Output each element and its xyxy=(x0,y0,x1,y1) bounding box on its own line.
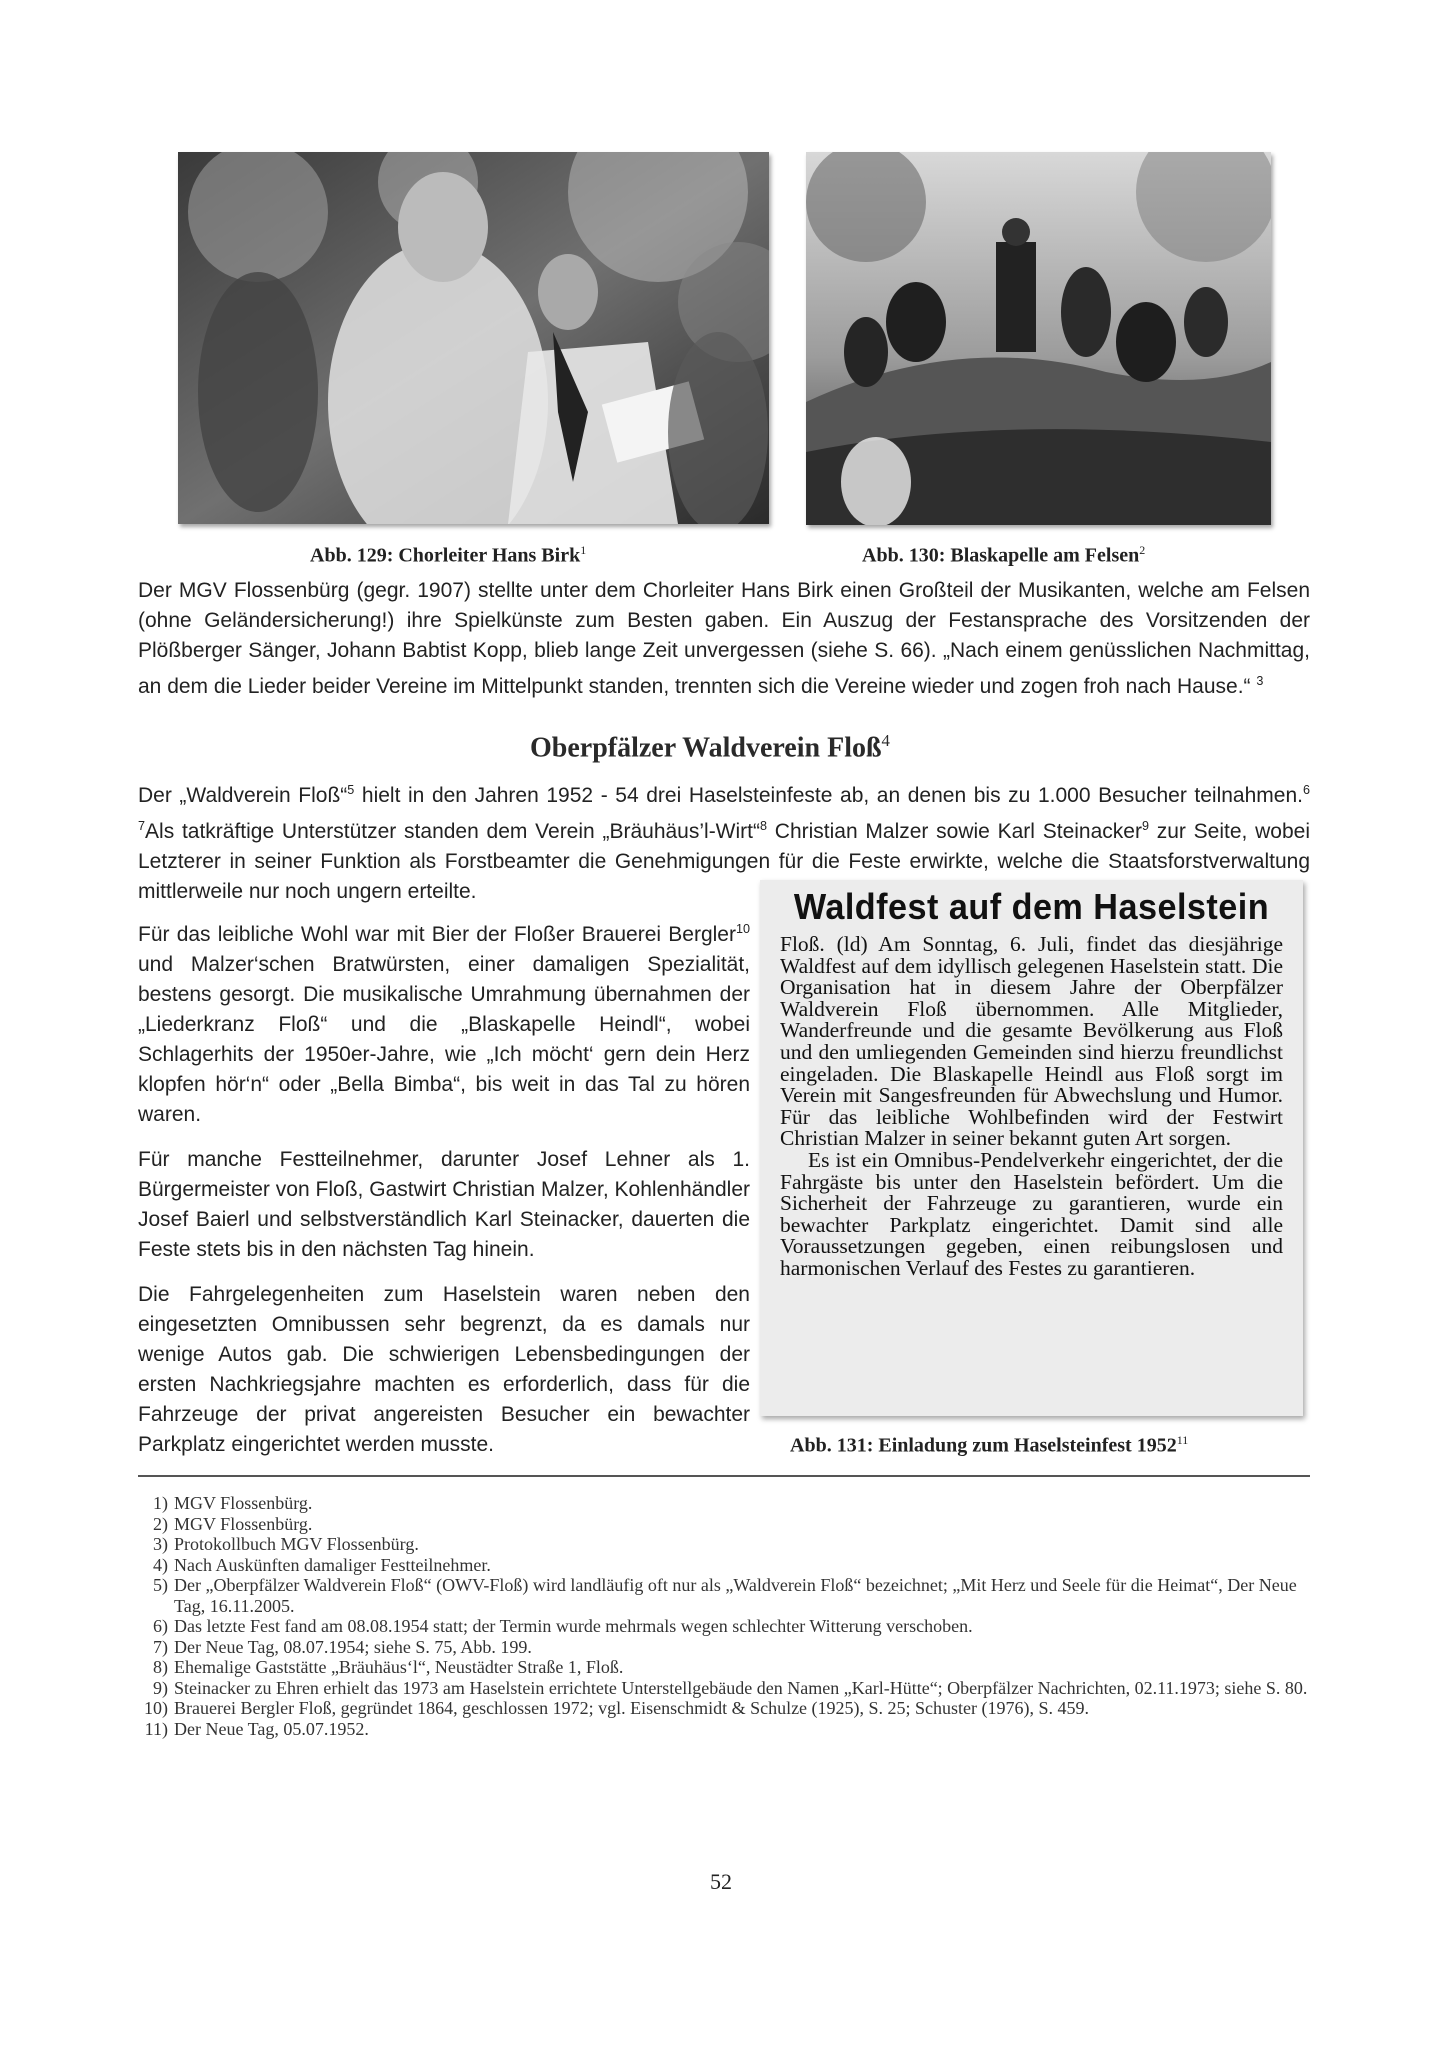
clipping-body xyxy=(760,934,1303,1280)
footnote-text: Brauerei Bergler Floß, gegründet 1864, geschlossen 1972; vgl. Eisenschmidt & Schulze (1925), S. 25; Schuster (1976), S. 459. xyxy=(174,1698,1090,1718)
newspaper-clipping xyxy=(760,880,1303,1416)
intro-text: Der MGV Flossenbürg (gegr. 1907) stellte unter dem Chorleiter Hans Birk einen Großteil der Musikanten, welche am Felsen (ohne Geländersicherung!) ihre Spielkünste zum Besten gaben. Ein Auszug der Festansprache des Vorsitzenden der Plößberger Sänger, Johann Babtist Kopp, blieb lange Zeit unvergessen (siehe S. 66). „Nach einem genüsslichen Nachmittag, an dem die Lieder beider Vereine im Mittelpunkt standen, trennten sich die Vereine wieder und zogen froh nach Hause.“ xyxy=(138,579,1310,698)
clipping-paragraph-1: Floß. (ld) Am Sonntag, 6. Juli, findet das diesjährige Waldfest auf dem idyllisch gelegenen Haselstein statt. Die Organisation hat in diesem Jahre der Oberpfälzer Waldverein Floß übernommen. Alle Mitglieder, Wanderfreunde und die gesamte Bevölkerung aus Floß und den umliegenden Gemeinden sind hierzu freundlichst eingeladen. Die Blaskapelle Heindl aus Floß sorgt im Verein mit Sangesfreunden für Abwechslung und Humor. Für das leibliche Wohlbefinden wird der Festwirt Christian Malzer in seiner bekannt guten Art sorgen. xyxy=(780,932,1283,1151)
left-p1-text-1: Für das leibliche Wohl war mit Bier der Floßer Brauerei Bergler xyxy=(138,923,736,946)
left-column-paragraph-2: Für manche Festteilnehmer, darunter Josef Lehner als 1. Bürgermeister von Floß, Gastwirt Christian Malzer, Kohlenhändler Josef Baierl und selbstverständlich Karl Steinacker, dauerten die Feste stets bis in den nächsten Tag hinein. xyxy=(138,1148,750,1261)
left-p1-text-2: und Malzer‘schen Bratwürsten, einer damaligen Spezialität, bestens gesorgt. Die musikalische Umrahmung übernahmen der „Liederkranz Floß“ und die „Blaskapelle Heindl“, wobei Schlagerhits der 1950er-Jahre, wie „Ich möcht‘ gern dein Herz klopfen hör‘n“ oder „Bella Bimba“, bis weit in das Tal zu hören waren. xyxy=(138,953,750,1126)
footnote-text: Nach Auskünften damaliger Festteilnehmer. xyxy=(174,1554,491,1575)
caption-fig-129 xyxy=(310,543,586,568)
footnote-6 xyxy=(138,1616,1310,1637)
section-text-3: Als tatkräftige Unterstützer standen dem Verein „Bräuhäus’l-Wirt“ xyxy=(145,820,760,843)
section-ref-4: 9 xyxy=(1141,819,1149,833)
footnote-2 xyxy=(138,1514,1310,1535)
left-column xyxy=(138,914,750,1460)
intro-paragraph-text xyxy=(138,576,1310,702)
footnote-9 xyxy=(138,1678,1310,1699)
section-heading xyxy=(530,731,890,764)
footnote-number: 4) xyxy=(153,1554,168,1575)
footnote-number: 3) xyxy=(153,1534,168,1554)
footnote-text: Ehemalige Gaststätte „Bräuhäus‘l“, Neustädter Straße 1, Floß. xyxy=(174,1657,624,1677)
footnote-4 xyxy=(138,1555,1310,1576)
section-text-4: Christian Malzer sowie Karl Steinacker xyxy=(767,820,1142,843)
section-heading-ref: 4 xyxy=(881,731,890,750)
caption-fig-131-text: Abb. 131: Einladung zum Haselsteinfest 1952 xyxy=(790,1434,1177,1457)
footnote-11 xyxy=(138,1719,1310,1740)
footnote-text: Der Neue Tag, 05.07.1952. xyxy=(174,1718,369,1739)
footnote-text: Steinacker zu Ehren erhielt das 1973 am Haselstein errichtete Unterstellgebäude den Namen „Karl-Hütte“; Oberpfälzer Nachrichten, 02.11.1973; siehe S. 80. xyxy=(174,1677,1308,1698)
footnote-number: 1) xyxy=(153,1493,168,1513)
caption-fig-130-ref: 2 xyxy=(1139,543,1146,557)
section-text-1: Der „Waldverein Floß“ xyxy=(138,784,348,807)
footnote-number: 6) xyxy=(153,1616,168,1636)
clipping-paragraph-2: Es ist ein Omnibus-Pendelverkehr eingerichtet, der die Fahrgäste bis unter den Haselstein befördert. Um die Sicherheit der Fahrzeuge zu garantieren, wurde ein bewachter Parkplatz eingerichtet. Damit sind alle Voraussetzungen gegeben, einen reibungslosen und harmonischen Verlauf des Festes zu garantieren. xyxy=(780,1147,1283,1280)
caption-fig-129-ref: 1 xyxy=(580,543,587,557)
footnote-text: Der Neue Tag, 08.07.1954; siehe S. 75, Abb. 199. xyxy=(174,1636,532,1657)
clipping-title: Waldfest auf dem Haselstein xyxy=(793,886,1270,927)
footnote-number: 8) xyxy=(153,1657,168,1677)
section-ref-2: 6 7 xyxy=(138,783,1310,833)
footnote-number: 11) xyxy=(144,1718,168,1739)
footnote-number: 9) xyxy=(153,1677,168,1698)
caption-fig-129-text: Abb. 129: Chorleiter Hans Birk xyxy=(310,544,581,567)
section-ref-3: 8 xyxy=(760,819,768,833)
footnote-3 xyxy=(138,1534,1310,1555)
caption-fig-131-ref: 11 xyxy=(1176,1433,1189,1447)
footnote-text: MGV Flossenbürg. xyxy=(174,1513,313,1534)
section-text-5: zur Seite, wobei Letzterer in seiner Funktion als Forstbeamter die Genehmigungen für die Feste erwirkte, welche die Staatsforstverwaltung mittlerweile nur noch ungern erteilte. xyxy=(138,820,1310,903)
footnote-number: 2) xyxy=(153,1513,168,1534)
section-heading-text: Oberpfälzer Waldverein Floß xyxy=(530,732,882,764)
footnote-text: Das letzte Fest fand am 08.08.1954 statt; der Termin wurde mehrmals wegen schlechter Witterung verschoben. xyxy=(174,1616,973,1636)
left-p1-ref: 10 xyxy=(735,922,750,936)
left-column-paragraph-1 xyxy=(138,914,750,1130)
footnote-10 xyxy=(138,1698,1310,1719)
intro-ref: 3 xyxy=(1256,674,1264,688)
photo-chorleiter-hans-birk xyxy=(178,152,769,524)
intro-paragraph xyxy=(138,576,1310,702)
footnote-number: 7) xyxy=(153,1636,168,1657)
page-number: 52 xyxy=(710,1869,732,1894)
footnote-text: Protokollbuch MGV Flossenbürg. xyxy=(174,1534,419,1554)
photo-blaskapelle-am-felsen xyxy=(806,152,1271,525)
left-column-paragraph-3: Die Fahrgelegenheiten zum Haselstein waren neben den eingesetzten Omnibussen sehr begrenzt, da es damals nur wenige Autos gab. Die schwierigen Lebensbedingungen der ersten Nachkriegsjahre machten es erforderlich, dass für die Fahrzeuge der privat angereisten Besucher ein bewachter Parkplatz eingerichtet werden musste. xyxy=(138,1283,750,1456)
footnote-text: MGV Flossenbürg. xyxy=(174,1493,313,1513)
section-text-2: hielt in den Jahren 1952 - 54 drei Haselsteinfeste ab, an denen bis zu 1.000 Besucher teilnahmen. xyxy=(354,784,1303,807)
footnote-8 xyxy=(138,1657,1310,1678)
footnote-number: 10) xyxy=(144,1698,168,1718)
footnote-7 xyxy=(138,1637,1310,1658)
footnotes xyxy=(138,1493,1310,1739)
footnote-number: 5) xyxy=(153,1575,168,1595)
footnote-text: Der „Oberpfälzer Waldverein Floß“ (OWV-Floß) wird landläufig oft nur als „Waldverein Floß“ bezeichnet; „Mit Herz und Seele für die Heimat“, Der Neue Tag, 16.11.2005. xyxy=(174,1575,1297,1616)
caption-fig-130-text: Abb. 130: Blaskapelle am Felsen xyxy=(862,544,1140,567)
footnote-5 xyxy=(138,1575,1310,1616)
footnote-1 xyxy=(138,1493,1310,1514)
caption-fig-131 xyxy=(790,1433,1188,1458)
footnote-divider xyxy=(138,1475,1310,1477)
caption-fig-130 xyxy=(862,543,1145,568)
section-ref-1: 5 xyxy=(347,783,355,797)
